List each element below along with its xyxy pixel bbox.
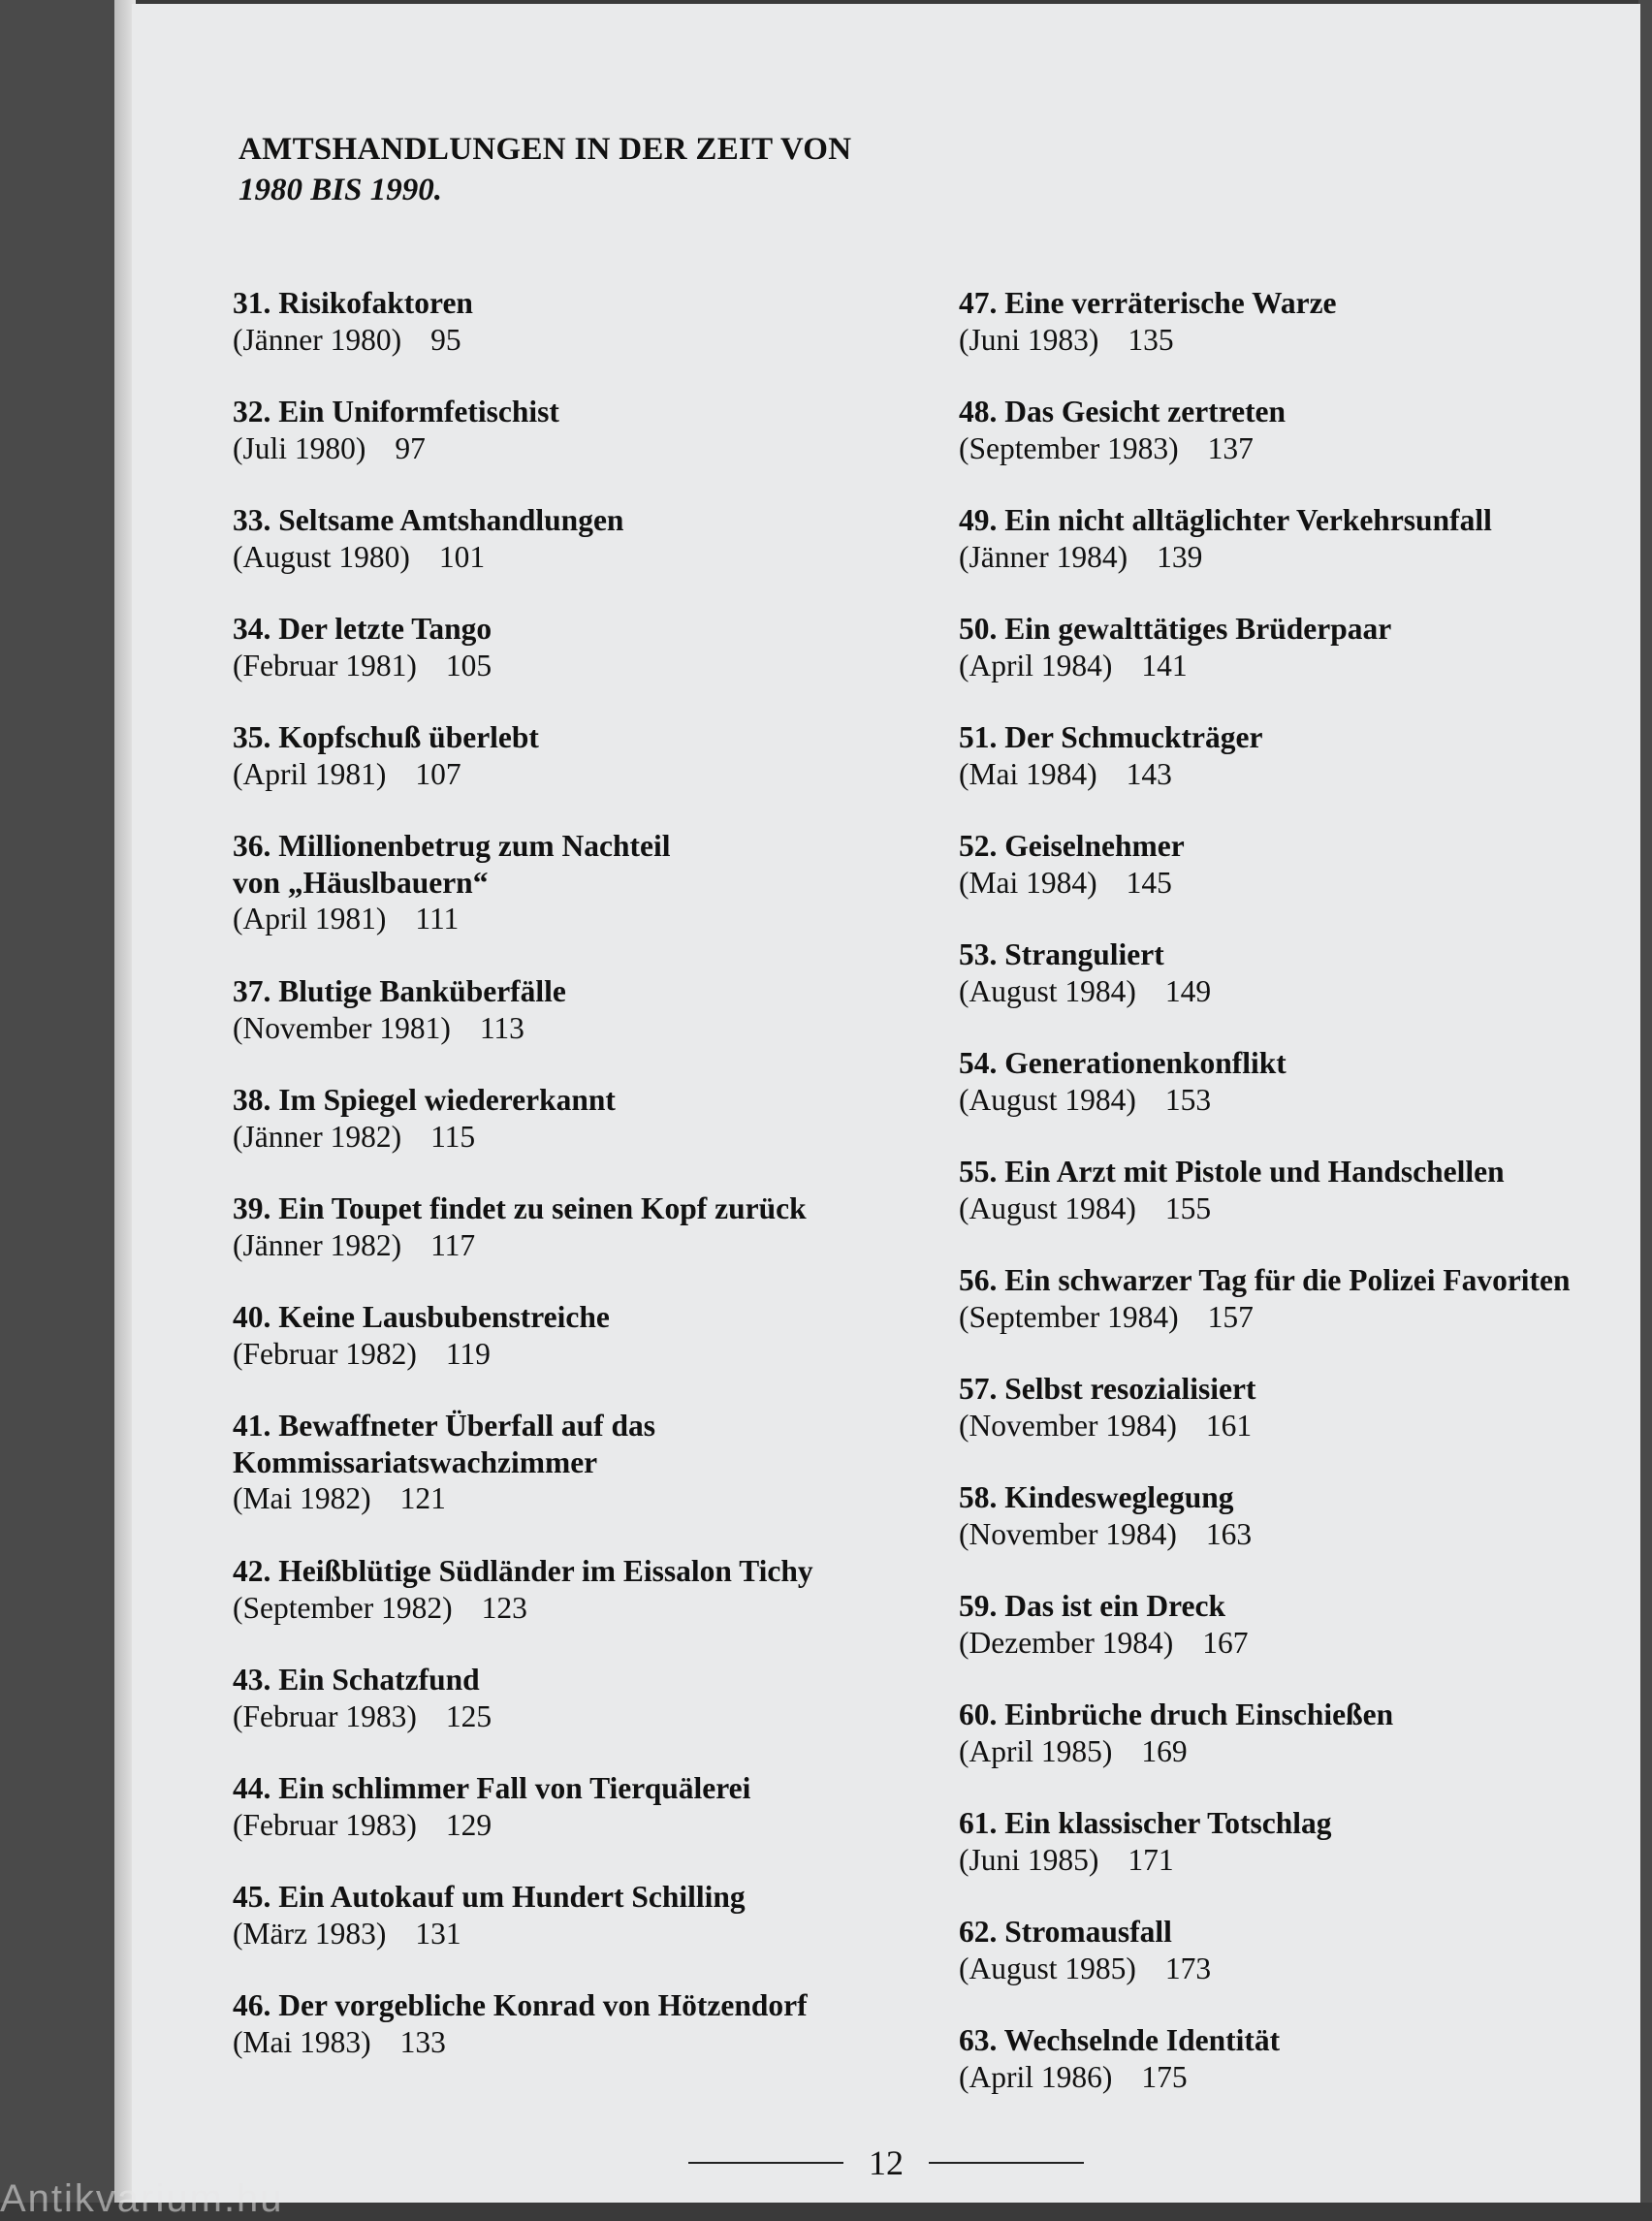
toc-entry-title: 55. Ein Arzt mit Pistole und Handschellen xyxy=(959,1155,1505,1189)
toc-entry xyxy=(959,719,1262,792)
toc-entry-page: 131 xyxy=(415,1916,461,1951)
toc-entry-info xyxy=(959,1842,1332,1879)
page-footer xyxy=(132,2142,1640,2183)
toc-entry-info xyxy=(233,322,473,359)
toc-entry xyxy=(959,1697,1393,1769)
toc-entry-date: (Mai 1982) xyxy=(233,1481,371,1515)
toc-entry-title: 56. Ein schwarzer Tag für die Polizei Favoriten xyxy=(959,1263,1571,1297)
toc-entry-date: (April 1986) xyxy=(959,2059,1113,2094)
footer-rule-right xyxy=(929,2162,1084,2164)
toc-entry-title: 50. Ein gewalttätiges Brüderpaar xyxy=(959,612,1392,646)
toc-entry-date: (September 1982) xyxy=(233,1590,453,1625)
toc-entry-page: 107 xyxy=(415,756,461,791)
toc-entry xyxy=(959,1154,1505,1226)
toc-entry xyxy=(959,1479,1252,1552)
toc-entry-title: 39. Ein Toupet findet zu seinen Kopf zurück xyxy=(233,1191,807,1225)
toc-entry-info xyxy=(959,2059,1280,2096)
toc-entry-date: (Mai 1983) xyxy=(233,2024,371,2059)
toc-entry-title: 47. Eine verräterische Warze xyxy=(959,286,1337,320)
toc-entry-date: (Juni 1985) xyxy=(959,1842,1099,1877)
toc-entry xyxy=(233,285,473,358)
toc-entry-title: 42. Heißblütige Südländer im Eissalon Tichy xyxy=(233,1554,813,1588)
toc-entry-page: 117 xyxy=(430,1227,476,1262)
toc-entry-title: 43. Ein Schatzfund xyxy=(233,1663,480,1697)
toc-entry-page: 135 xyxy=(1128,322,1174,357)
toc-entry-info xyxy=(959,322,1337,359)
toc-entry-title: 57. Selbst resozialisiert xyxy=(959,1372,1256,1406)
toc-entry-date: (Juli 1980) xyxy=(233,430,366,465)
toc-entry xyxy=(959,1045,1287,1118)
toc-entry xyxy=(233,1408,688,1517)
toc-entry-date: (November 1984) xyxy=(959,1516,1177,1551)
toc-entry-info xyxy=(233,756,539,793)
toc-entry xyxy=(959,394,1286,466)
toc-entry-page: 141 xyxy=(1141,648,1188,682)
toc-entry-page: 133 xyxy=(399,2024,446,2059)
toc-entry-date: (September 1984) xyxy=(959,1299,1179,1334)
toc-entry-date: (August 1980) xyxy=(233,539,410,574)
toc-entry-date: (August 1984) xyxy=(959,1082,1136,1117)
toc-entry-info xyxy=(233,1590,813,1627)
toc-entry-date: (August 1984) xyxy=(959,1190,1136,1225)
toc-entry xyxy=(959,1805,1332,1878)
toc-entry-info xyxy=(233,1227,807,1264)
toc-entry-date: (August 1985) xyxy=(959,1951,1136,1985)
toc-entry-info xyxy=(233,1698,492,1735)
toc-entry-page: 121 xyxy=(399,1481,446,1515)
toc-entry-date: (April 1981) xyxy=(233,756,387,791)
toc-entry-date: (Mai 1984) xyxy=(959,865,1097,900)
toc-entry-date: (Jänner 1982) xyxy=(233,1119,402,1154)
toc-entry-page: 105 xyxy=(445,648,492,682)
toc-entry-title: 33. Seltsame Amtshandlungen xyxy=(233,503,624,537)
toc-entry xyxy=(233,1987,808,2060)
toc-entry-page: 167 xyxy=(1202,1625,1249,1660)
background-left xyxy=(0,0,126,2203)
toc-entry-info xyxy=(233,1916,746,1952)
toc-entry xyxy=(959,1914,1211,1986)
toc-entry-info xyxy=(959,648,1391,684)
toc-entry xyxy=(959,1371,1256,1444)
toc-entry xyxy=(233,1082,616,1155)
toc-entry-date: (November 1984) xyxy=(959,1408,1177,1443)
toc-entry-info xyxy=(233,1336,610,1373)
toc-entry-date: (April 1984) xyxy=(959,648,1113,682)
toc-entry xyxy=(233,1190,807,1263)
toc-entry-title: 45. Ein Autokauf um Hundert Schilling xyxy=(233,1880,746,1914)
toc-entry-date: (März 1983) xyxy=(233,1916,387,1951)
toc-entry-title: 61. Ein klassischer Totschlag xyxy=(959,1806,1332,1840)
toc-entry xyxy=(233,973,566,1046)
background-right xyxy=(1638,0,1652,2203)
toc-entry-page: 173 xyxy=(1164,1951,1212,1985)
toc-entry-title: 37. Blutige Banküberfälle xyxy=(233,974,566,1008)
toc-entry-date: (Februar 1982) xyxy=(233,1336,417,1371)
toc-entry-page: 129 xyxy=(445,1807,492,1842)
toc-entry xyxy=(233,1299,610,1372)
toc-entry-title: 49. Ein nicht alltäglichter Verkehrsunfall xyxy=(959,503,1492,537)
toc-entry xyxy=(959,611,1391,683)
toc-entry-page: 97 xyxy=(395,430,426,465)
toc-entry-info xyxy=(233,539,623,576)
toc-entry-page: 119 xyxy=(445,1336,491,1371)
toc-entry-date: (November 1981) xyxy=(233,1010,451,1045)
toc-entry-page: 125 xyxy=(445,1698,492,1733)
toc-entry xyxy=(233,502,623,575)
toc-entry-title: 38. Im Spiegel wiedererkannt xyxy=(233,1083,616,1117)
toc-entry-date: (August 1984) xyxy=(959,973,1136,1008)
toc-entry-info xyxy=(959,1190,1505,1227)
toc-entry-title: 46. Der vorgebliche Konrad von Hötzendorf xyxy=(233,1988,808,2022)
toc-entry-title: 53. Stranguliert xyxy=(959,937,1164,971)
toc-entry-date: (September 1983) xyxy=(959,430,1179,465)
toc-entry-date: (Jänner 1982) xyxy=(233,1227,402,1262)
toc-entry-info xyxy=(233,1119,616,1156)
toc-entry-date: (Jänner 1984) xyxy=(959,539,1128,574)
footer-rule-left xyxy=(688,2162,843,2164)
toc-entry-title: 31. Risikofaktoren xyxy=(233,286,473,320)
toc-entry-page: 153 xyxy=(1164,1082,1212,1117)
toc-entry-title: 54. Generationenkonflikt xyxy=(959,1046,1287,1080)
toc-entry-info xyxy=(959,1951,1211,1987)
toc-entry-title: 36. Millionenbetrug zum Nachteil von „Häuslbauern“ xyxy=(233,829,671,900)
toc-entry-info xyxy=(959,756,1262,793)
toc-entry-page: 143 xyxy=(1126,756,1172,791)
toc-entry-info xyxy=(959,1733,1393,1770)
toc-entry-title: 34. Der letzte Tango xyxy=(233,612,492,646)
toc-entry xyxy=(233,828,688,937)
toc-entry xyxy=(233,1662,492,1734)
page-subtitle: 1980 BIS 1990. xyxy=(238,173,442,207)
toc-entry-title: 60. Einbrüche druch Einschießen xyxy=(959,1697,1394,1731)
toc-entry-title: 59. Das ist ein Dreck xyxy=(959,1589,1226,1623)
toc-entry-date: (April 1981) xyxy=(233,902,387,936)
toc-entry-title: 35. Kopfschuß überlebt xyxy=(233,720,539,754)
toc-entry-date: (Februar 1981) xyxy=(233,648,417,682)
toc-entry-page: 149 xyxy=(1164,973,1212,1008)
toc-entry-info xyxy=(959,1299,1571,1336)
toc-entry-title: 51. Der Schmuckträger xyxy=(959,720,1263,754)
toc-entry-page: 123 xyxy=(481,1590,527,1625)
toc-entry-info xyxy=(233,430,559,467)
toc-entry xyxy=(959,502,1492,575)
toc-entry-date: (Jänner 1980) xyxy=(233,322,402,357)
toc-entry-info xyxy=(959,973,1211,1010)
toc-entry-info xyxy=(233,2024,808,2061)
toc-entry-info xyxy=(959,430,1286,467)
toc-entry-page: 101 xyxy=(438,539,486,574)
toc-entry-page: 157 xyxy=(1207,1299,1254,1334)
toc-entry-page: 161 xyxy=(1205,1408,1253,1443)
toc-entry-title: 48. Das Gesicht zertreten xyxy=(959,395,1287,428)
toc-entry-title: 52. Geiselnehmer xyxy=(959,829,1185,863)
toc-entry xyxy=(233,1770,750,1843)
toc-entry-date: (Februar 1983) xyxy=(233,1807,417,1842)
toc-entry-title: 58. Kindesweglegung xyxy=(959,1480,1234,1514)
toc-entry-info xyxy=(959,865,1185,902)
toc-entry-page: 139 xyxy=(1157,539,1203,574)
toc-entry xyxy=(959,828,1185,901)
toc-entry xyxy=(233,719,539,792)
toc-entry-info xyxy=(959,1516,1252,1553)
toc-entry xyxy=(233,1553,813,1626)
toc-entry-info xyxy=(233,901,688,937)
toc-entry xyxy=(959,285,1337,358)
toc-entry-page: 155 xyxy=(1164,1190,1212,1225)
toc-entry-page: 163 xyxy=(1205,1516,1253,1551)
toc-entry-info xyxy=(959,1408,1256,1444)
toc-entry-title: 40. Keine Lausbubenstreiche xyxy=(233,1300,610,1334)
page-title: AMTSHANDLUNGEN IN DER ZEIT VON xyxy=(238,132,852,167)
toc-entry-page: 137 xyxy=(1207,430,1254,465)
toc-entry-page: 113 xyxy=(479,1010,524,1045)
toc-entry-date: (Mai 1984) xyxy=(959,756,1097,791)
toc-entry-title: 32. Ein Uniformfetischist xyxy=(233,395,559,428)
toc-entry-page: 171 xyxy=(1128,1842,1174,1877)
toc-entry-info xyxy=(959,539,1492,576)
toc-entry-info xyxy=(233,1480,688,1517)
toc-entry-info xyxy=(233,1010,566,1047)
toc-entry-title: 41. Bewaffneter Überfall auf das Kommissariatswachzimmer xyxy=(233,1409,655,1479)
toc-entry xyxy=(233,394,559,466)
toc-entry-page: 169 xyxy=(1141,1733,1188,1768)
toc-entry-info xyxy=(959,1625,1249,1662)
toc-entry-page: 145 xyxy=(1126,865,1172,900)
toc-entry xyxy=(959,1262,1571,1335)
toc-entry-page: 95 xyxy=(430,322,461,357)
toc-entry-title: 44. Ein schlimmer Fall von Tierquälerei xyxy=(233,1771,751,1805)
toc-entry-date: (Dezember 1984) xyxy=(959,1625,1174,1660)
toc-entry-date: (Februar 1983) xyxy=(233,1698,417,1733)
toc-entry-title: 62. Stromausfall xyxy=(959,1915,1172,1949)
toc-entry-page: 111 xyxy=(415,902,460,936)
toc-entry-date: (April 1985) xyxy=(959,1733,1113,1768)
toc-entry-info xyxy=(233,648,492,684)
toc-entry-page: 175 xyxy=(1141,2059,1188,2094)
watermark: Antikvarium.hu xyxy=(0,2177,284,2220)
book-page xyxy=(132,4,1640,2203)
toc-entry-info xyxy=(233,1807,750,1844)
toc-entry-info xyxy=(959,1082,1287,1119)
toc-entry xyxy=(233,1879,746,1951)
toc-entry xyxy=(959,2022,1280,2095)
toc-entry xyxy=(959,1588,1249,1661)
toc-entry xyxy=(959,936,1211,1009)
toc-entry-page: 115 xyxy=(430,1119,476,1154)
toc-entry xyxy=(233,611,492,683)
toc-entry-title: 63. Wechselnde Identität xyxy=(959,2023,1281,2057)
page-number: 12 xyxy=(869,2143,904,2182)
toc-entry-date: (Juni 1983) xyxy=(959,322,1099,357)
